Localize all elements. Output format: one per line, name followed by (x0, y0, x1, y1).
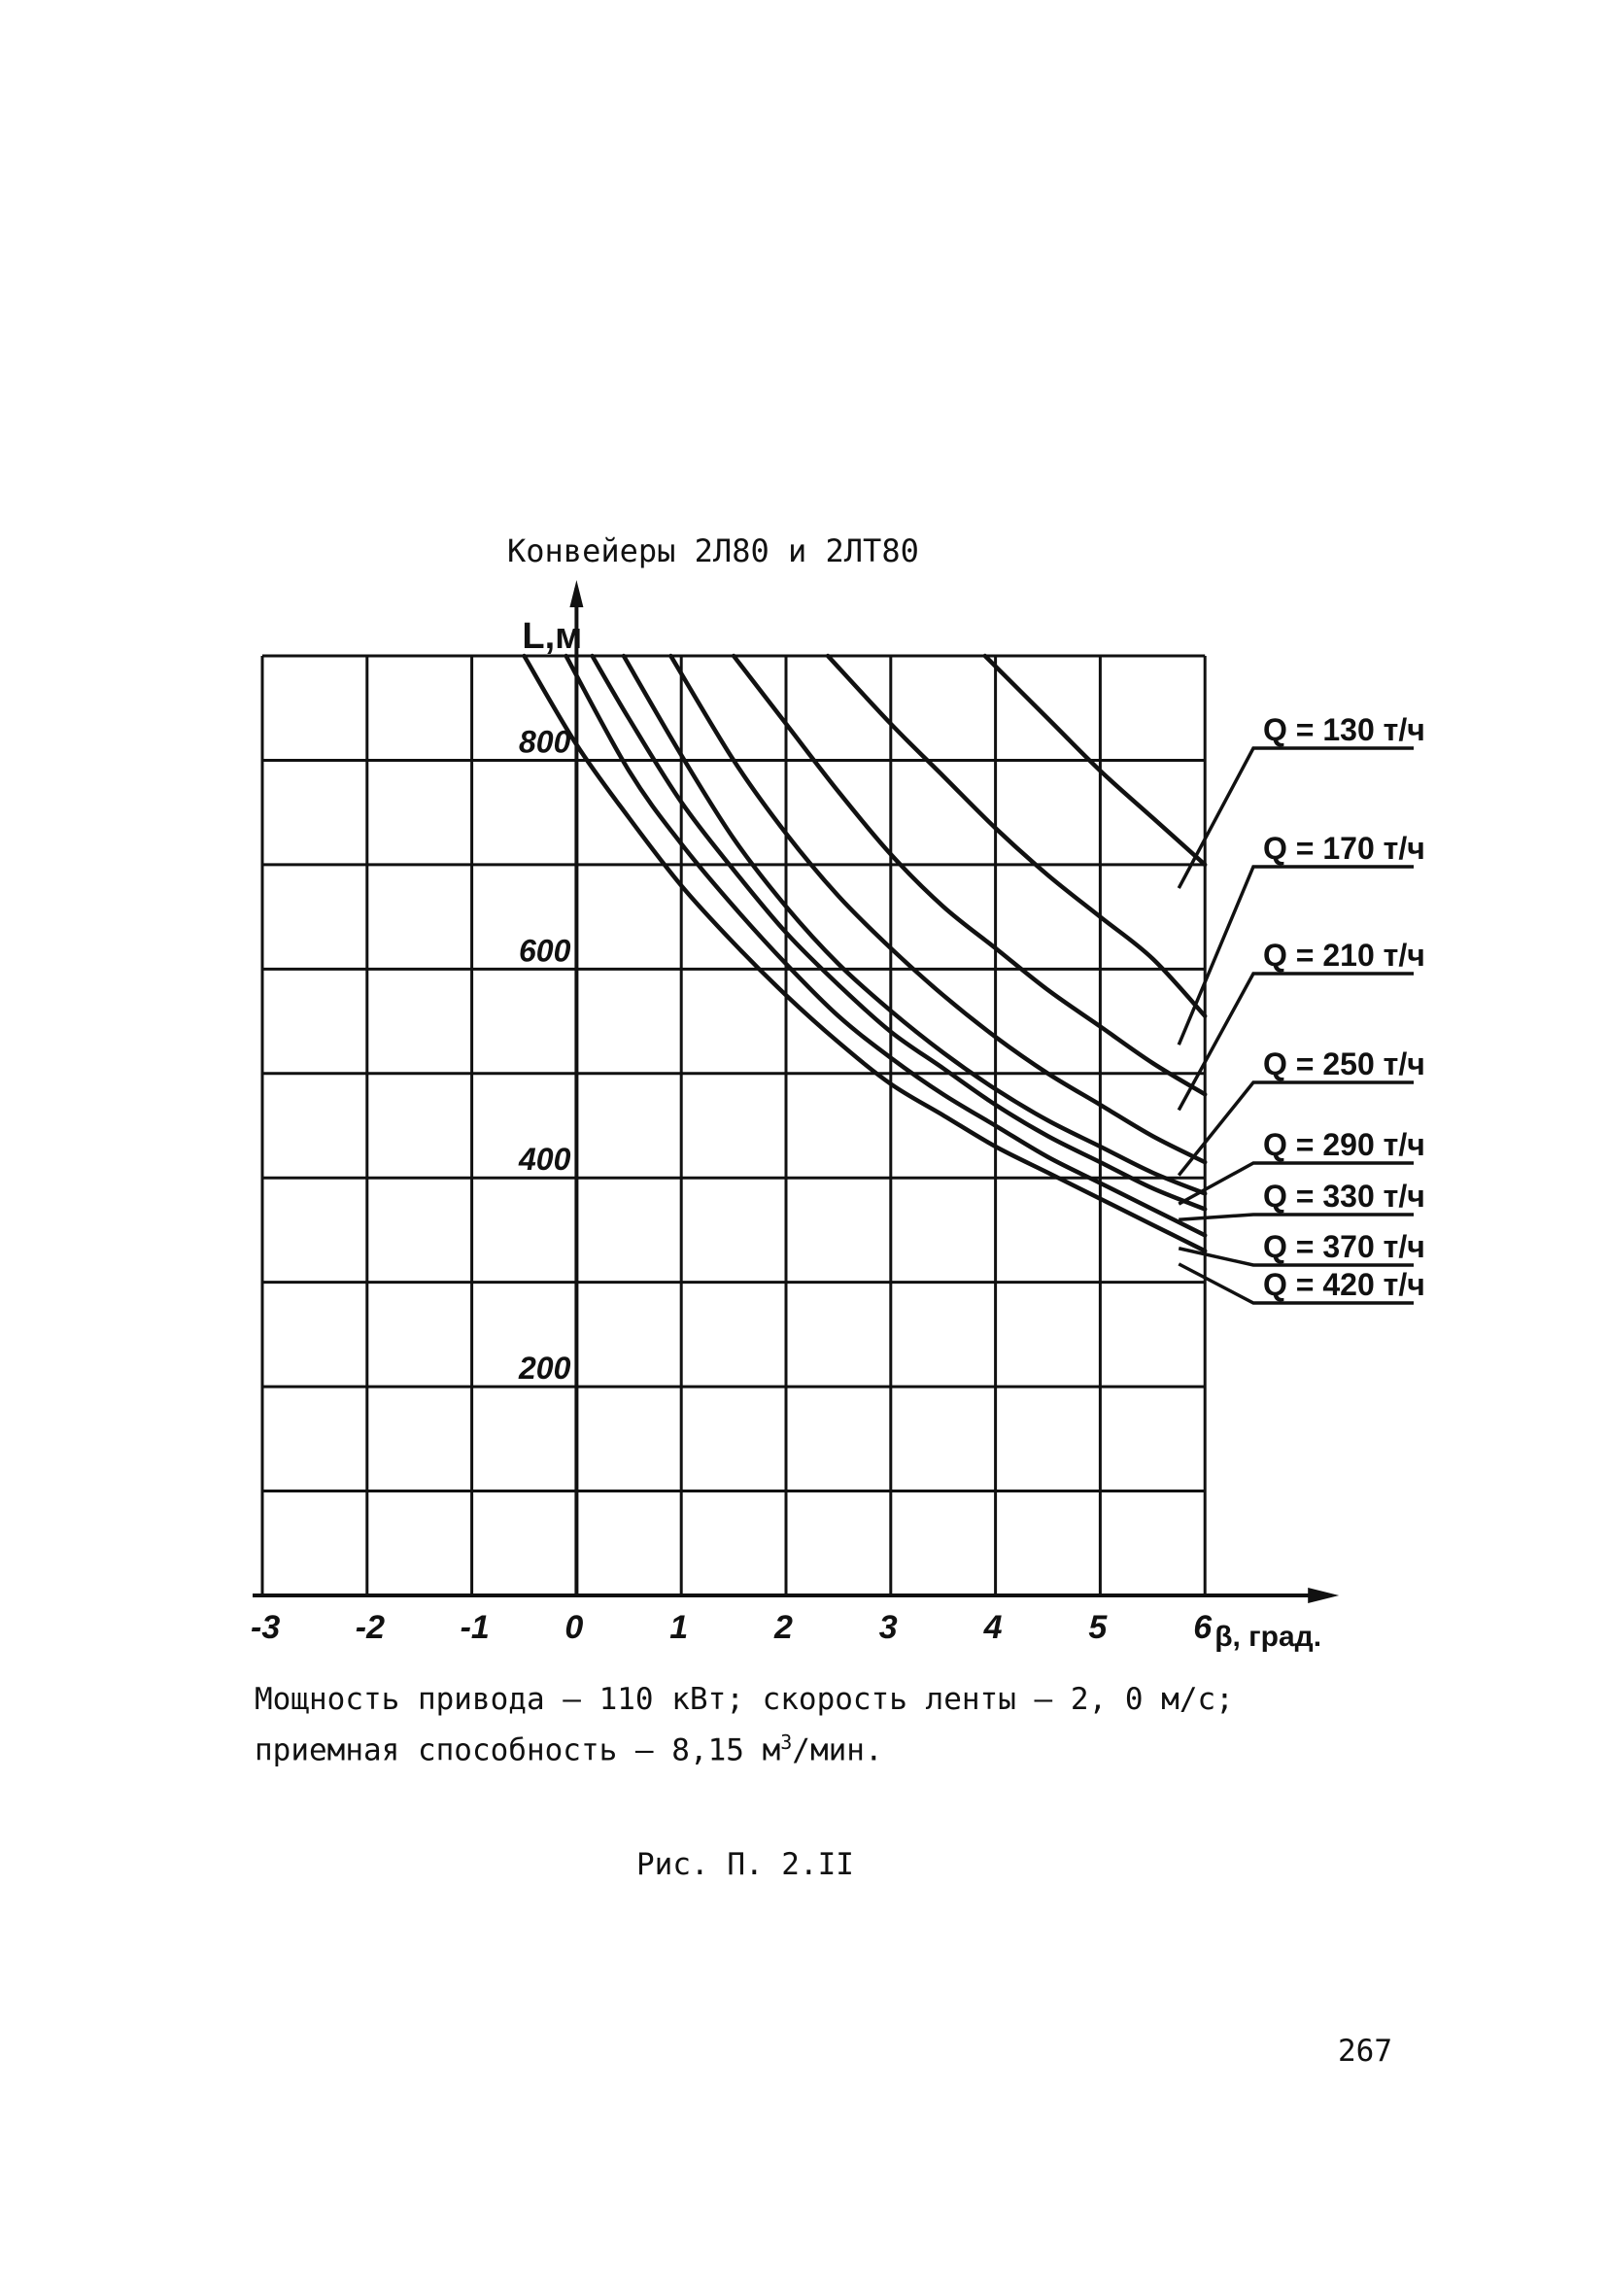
curves (525, 656, 1206, 1251)
series-curve (670, 656, 1205, 1162)
x-tick-label: 4 (983, 1609, 1003, 1646)
series-leader-line (1179, 974, 1414, 1110)
y-tick-label: 400 (519, 1142, 571, 1178)
series-label: Q = 170 т/ч (1263, 831, 1425, 866)
x-tick-label: -2 (355, 1609, 386, 1646)
series-label: Q = 130 т/ч (1263, 712, 1425, 747)
figure-label: Рис. П. 2.II (636, 1847, 854, 1882)
series-curve (624, 656, 1205, 1193)
series-label: Q = 290 т/ч (1263, 1127, 1425, 1162)
labels (251, 616, 1425, 1653)
y-axis-label: L,м (522, 616, 583, 658)
y-tick-label: 800 (519, 724, 571, 760)
series-label: Q = 330 т/ч (1263, 1179, 1425, 1214)
grid (262, 656, 1205, 1595)
caption-line-2 (255, 1731, 883, 1767)
chart-title: Конвейеры 2Л80 и 2ЛТ80 (507, 532, 919, 569)
series-curve (593, 656, 1206, 1209)
x-tick-label: 5 (1088, 1609, 1108, 1646)
caption-exponent: 3 (780, 1731, 793, 1754)
series-label: Q = 250 т/ч (1263, 1046, 1425, 1081)
caption-line-1: Мощность привода – 110 кВт; скорость ленты – 2, 0 м/с; (255, 1682, 1234, 1717)
x-tick-label: 1 (669, 1609, 689, 1646)
x-axis-label: β, град. (1214, 1621, 1322, 1653)
series-curve (828, 656, 1205, 1016)
x-axis-arrow (1308, 1588, 1339, 1603)
series-label: Q = 420 т/ч (1263, 1267, 1425, 1302)
x-tick-label: 0 (564, 1609, 584, 1646)
caption-line-2-text: приемная способность – 8,15 м (255, 1732, 781, 1768)
series-label: Q = 370 т/ч (1263, 1229, 1425, 1264)
page-number: 267 (1338, 2034, 1392, 2069)
x-tick-label: 2 (774, 1609, 793, 1646)
caption-line-2-tail: /мин. (792, 1732, 883, 1768)
x-tick-label: -3 (251, 1609, 281, 1646)
x-tick-label: -1 (460, 1609, 490, 1646)
x-tick-label: 3 (878, 1609, 898, 1646)
x-tick-label: 6 (1193, 1609, 1213, 1646)
series-leader-line (1179, 1215, 1414, 1219)
series-curve (734, 656, 1205, 1094)
y-tick-label: 200 (519, 1351, 571, 1387)
series-label: Q = 210 т/ч (1263, 938, 1425, 973)
y-axis-arrow (569, 580, 583, 607)
y-tick-label: 600 (519, 933, 571, 969)
